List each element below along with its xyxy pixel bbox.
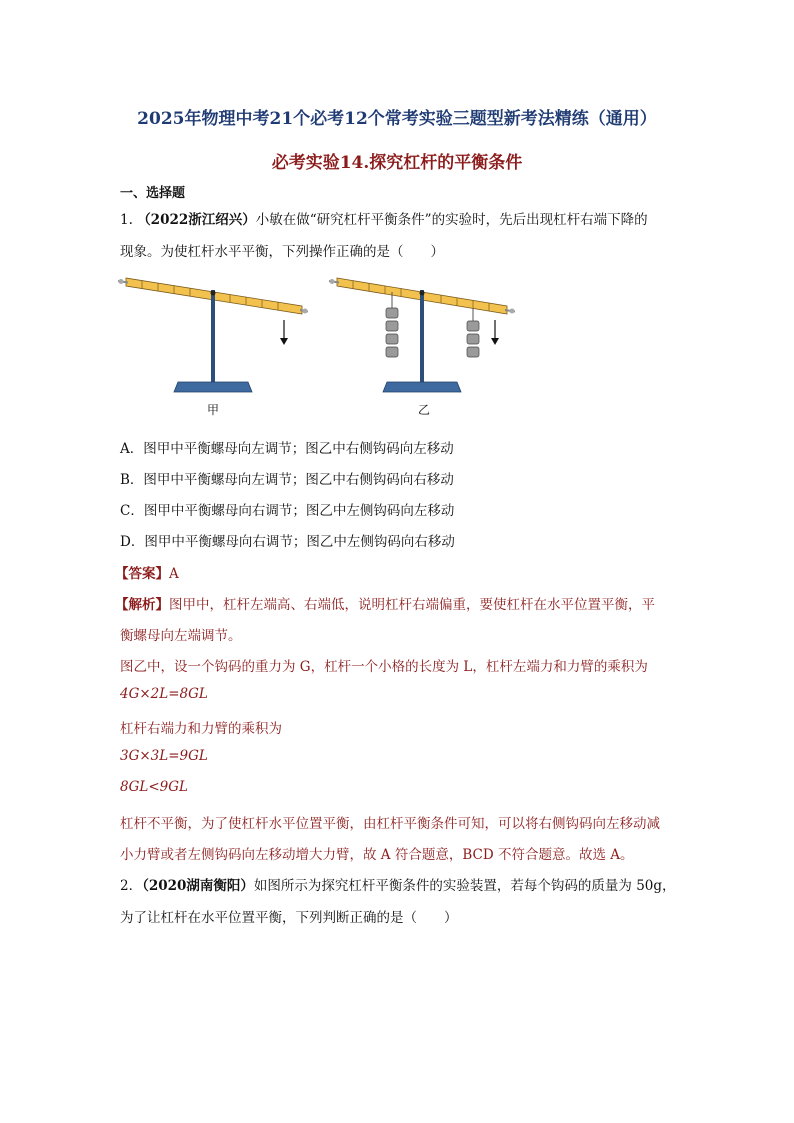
left-weights (386, 292, 398, 357)
q1-equation-3: 8GL<9GL (120, 779, 188, 795)
stand-rod-jia (211, 290, 215, 385)
q1-analysis-line2: 衡螺母向左端调节。 (120, 628, 242, 644)
answer-label: 【答案】 (115, 566, 169, 582)
right-weights (467, 308, 479, 357)
q1-number: 1. (120, 212, 133, 228)
q1-option-a: A．图甲中平衡螺母向左调节；图乙中右侧钩码向左移动 (120, 441, 454, 457)
q1-line2: 现象。为使杠杆水平平衡，下列操作正确的是（ ） (120, 244, 444, 260)
analysis-text1: 图甲中，杠杆左端高、右端低，说明杠杆右端偏重，要使杠杆在水平位置平衡，平 (169, 597, 655, 613)
q1-line1 (120, 208, 648, 228)
q2-text1: 如图所示为探究杠杆平衡条件的实验装置，若每个钩码的质量为 50g， (253, 878, 676, 894)
q1-equation-1: 4G×2L=8GL (120, 686, 208, 702)
q1-source: （2022浙江绍兴） (137, 212, 256, 228)
q2-source: （2020湖南衡阳） (142, 878, 254, 894)
q1-analysis-line1 (115, 593, 655, 613)
stand-base-jia (174, 382, 252, 392)
page-title: 2025年物理中考21个必考12个常考实验三题型新考法精练（通用） (137, 109, 657, 129)
section-heading: 一、选择题 (120, 186, 186, 201)
pivot-yi (420, 291, 425, 296)
q1-option-b: B．图甲中平衡螺母向左调节；图乙中右侧钩码向右移动 (120, 472, 454, 488)
q1-equation-2: 3G×3L=9GL (120, 748, 208, 764)
q2-line2: 为了让杠杆在水平位置平衡，下列判断正确的是（ ） (120, 910, 458, 926)
figure-yi (325, 268, 520, 398)
q1-option-d: D．图甲中平衡螺母向右调节；图乙中左侧钩码向右移动 (120, 534, 455, 550)
q1-analysis-line5: 杠杆不平衡，为了使杠杆水平位置平衡，由杠杆平衡条件可知，可以将右侧钩码向左移动减 (120, 816, 660, 832)
arrow-down-icon (280, 320, 288, 345)
q1-analysis-line6: 小力臂或者左侧钩码向左移动增大力臂，故 A 符合题意，BCD 不符合题意。故选 A。 (120, 847, 634, 863)
answer-value: A (169, 566, 179, 582)
q1-analysis-line4: 杠杆右端力和力臂的乘积为 (120, 721, 282, 737)
q2-line1 (120, 874, 676, 894)
q1-option-c: C．图甲中平衡螺母向右调节；图乙中左侧钩码向左移动 (120, 503, 455, 519)
q1-text1: 小敏在做“研究杠杆平衡条件”的实验时，先后出现杠杆右端下降的 (255, 212, 648, 228)
q1-analysis-line3: 图乙中，设一个钩码的重力为 G，杠杆一个小格的长度为 L，杠杆左端力和力臂的乘积为 (120, 659, 648, 675)
figure-jia (118, 268, 308, 398)
stand-base-yi (383, 382, 461, 392)
figure-label-jia: 甲 (206, 403, 219, 417)
figure-label-yi: 乙 (417, 403, 430, 417)
q2-number: 2． (120, 878, 143, 894)
page-subtitle: 必考实验14.探究杠杆的平衡条件 (271, 153, 523, 173)
arrow-down-icon (491, 320, 499, 345)
pivot-jia (211, 291, 216, 296)
q1-answer (115, 562, 179, 582)
analysis-label: 【解析】 (115, 597, 169, 613)
stand-rod-yi (420, 290, 424, 385)
